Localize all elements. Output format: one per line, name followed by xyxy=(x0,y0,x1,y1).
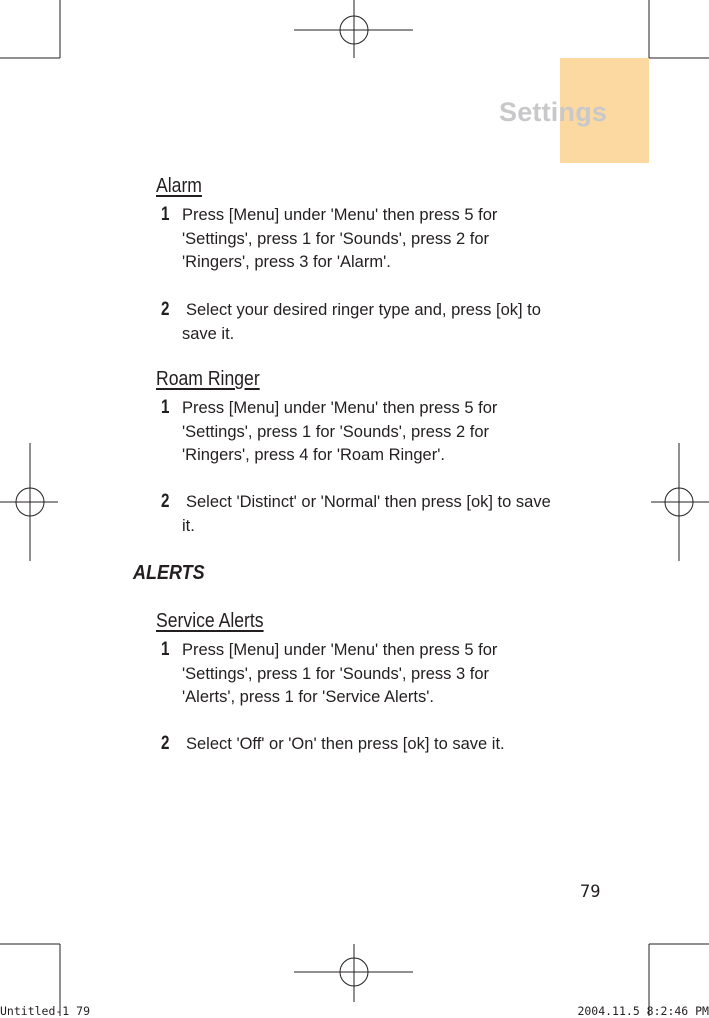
alerts-heading: ALERTS xyxy=(133,562,205,584)
registration-mark-right xyxy=(651,443,709,561)
step-text: Select your desired ringer type and, press [ok] to save it. xyxy=(182,301,541,343)
step-text: Press [Menu] under 'Menu' then press 5 for 'Settings', press 1 for 'Sounds', press 2 for 'Ringers', press 4 for 'Roam Ringer'. xyxy=(182,399,498,464)
step-text: Select 'Off' or 'On' then press [ok] to save it. xyxy=(186,735,505,753)
step-text: Select 'Distinct' or 'Normal' then press [ok] to save it. xyxy=(182,493,551,535)
step-number: 1 xyxy=(161,204,170,225)
section-title: Settings xyxy=(499,97,608,127)
roam-ringer-heading: Roam Ringer xyxy=(156,368,260,390)
page-number: 79 xyxy=(580,882,601,902)
registration-mark-left xyxy=(0,443,58,561)
registration-mark-top xyxy=(294,0,413,58)
slug-left: Untitled-1 79 xyxy=(0,1004,91,1018)
step-number: 2 xyxy=(161,491,170,512)
step-text: Press [Menu] under 'Menu' then press 5 for 'Settings', press 1 for 'Sounds', press 3 for 'Alerts', press 1 for 'Service Alerts'. xyxy=(182,641,498,706)
service-alerts-heading: Service Alerts xyxy=(156,610,264,632)
step-text: Press [Menu] under 'Menu' then press 5 for 'Settings', press 1 for 'Sounds', press 2 for 'Ringers', press 3 for 'Alarm'. xyxy=(182,206,498,271)
step-number: 2 xyxy=(161,299,170,320)
step-number: 2 xyxy=(161,733,170,754)
slug-right: 2004.11.5 8:2:46 PM xyxy=(577,1004,709,1018)
step-number: 1 xyxy=(161,397,170,418)
step-number: 1 xyxy=(161,639,170,660)
alarm-heading: Alarm xyxy=(156,175,202,197)
registration-mark-bottom xyxy=(294,944,413,1002)
